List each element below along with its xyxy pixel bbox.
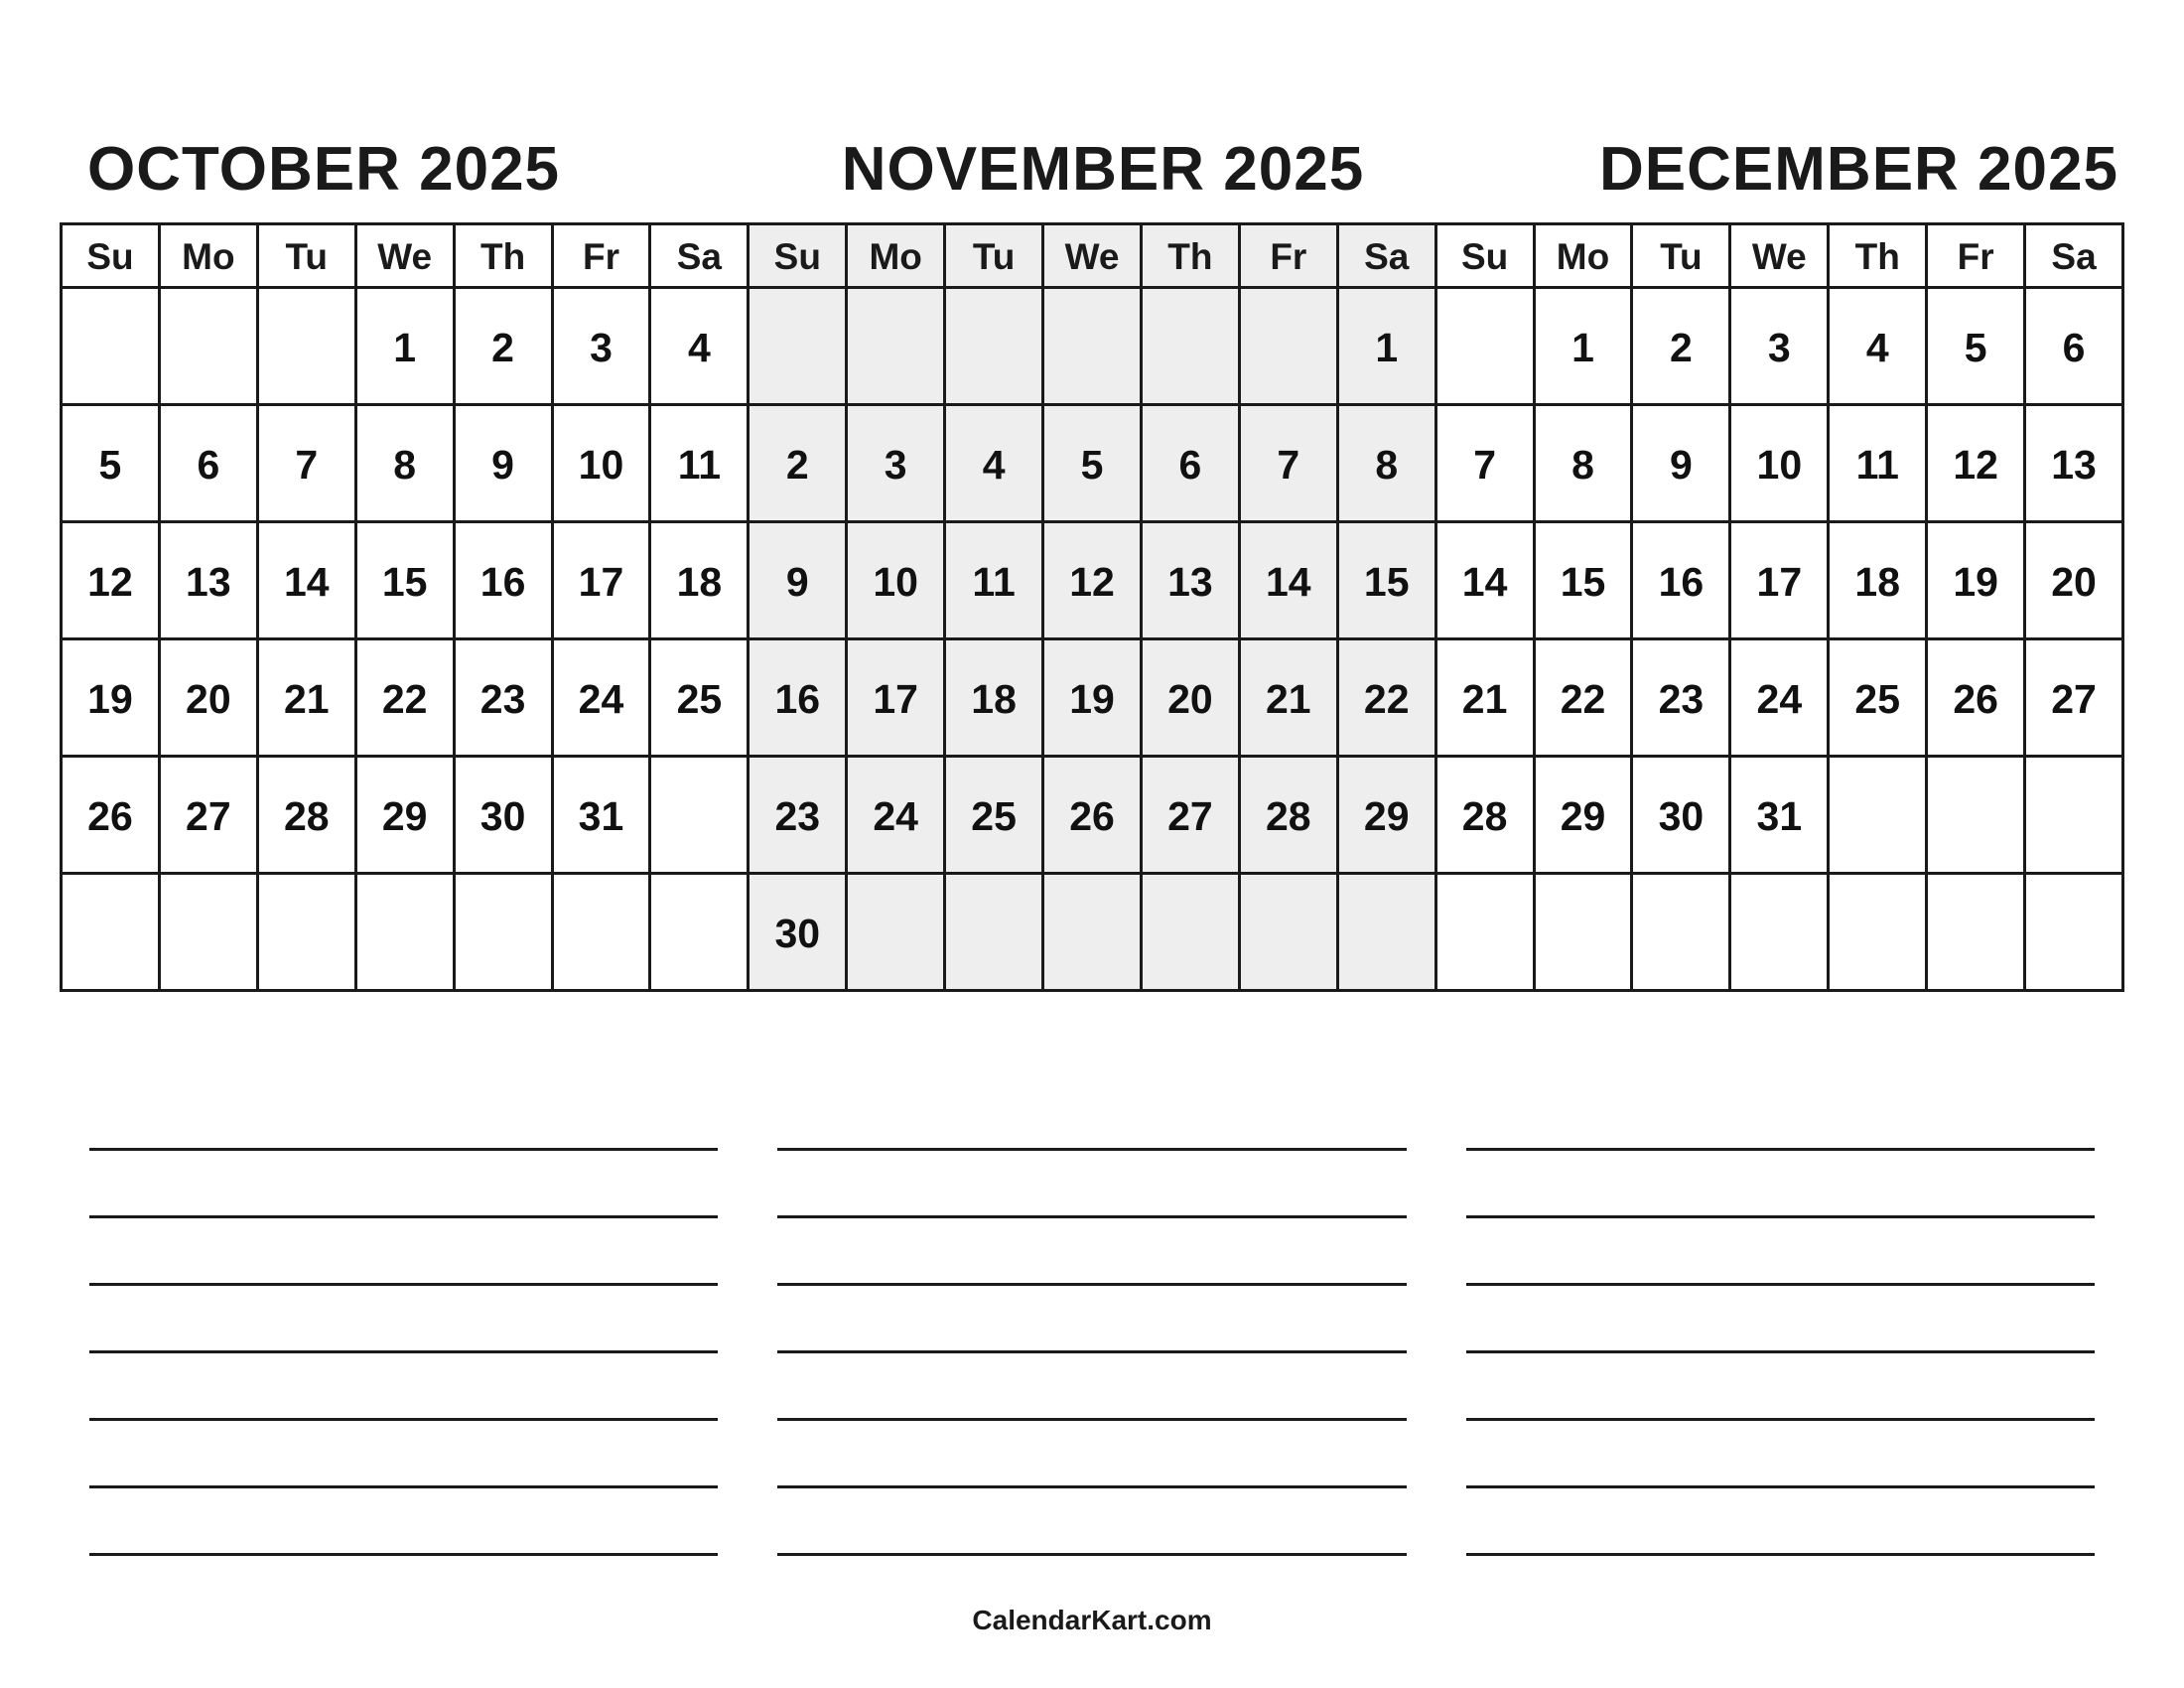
week-row [1437,758,2124,875]
note-line[interactable] [89,1286,718,1353]
date-cell[interactable]: 15 [1536,523,1634,640]
date-cell[interactable]: 15 [357,523,456,640]
date-cell[interactable]: 20 [1143,640,1241,758]
week-row [750,289,1436,406]
day-header-tu: Tu [1633,225,1731,289]
date-cell[interactable]: 14 [1437,523,1536,640]
empty-cell [1830,875,1928,992]
empty-cell [848,289,946,406]
date-cell[interactable]: 22 [357,640,456,758]
empty-cell [1143,875,1241,992]
empty-cell [1044,289,1143,406]
day-header-fr: Fr [1241,225,1339,289]
empty-cell [946,875,1044,992]
day-header-th: Th [456,225,554,289]
date-cell[interactable]: 21 [1437,640,1536,758]
empty-cell [1241,289,1339,406]
note-line[interactable] [1466,1083,2095,1151]
empty-cell [1044,875,1143,992]
note-line[interactable] [777,1286,1406,1353]
date-cell[interactable]: 10 [848,523,946,640]
week-row [750,875,1436,992]
date-cell[interactable]: 8 [1339,406,1437,523]
date-cell[interactable]: 3 [1731,289,1830,406]
date-cell[interactable]: 11 [1830,406,1928,523]
empty-cell [161,289,259,406]
empty-cell [651,875,750,992]
empty-cell [161,875,259,992]
month-titles-row [60,0,2124,222]
notes-column [60,1083,748,1556]
date-cell[interactable]: 28 [1241,758,1339,875]
date-cell[interactable]: 11 [946,523,1044,640]
date-cell[interactable]: 16 [1633,523,1731,640]
date-cell[interactable]: 17 [1731,523,1830,640]
note-line[interactable] [777,1218,1406,1286]
date-cell[interactable]: 10 [1731,406,1830,523]
day-header-sa: Sa [651,225,750,289]
empty-cell [259,289,357,406]
notes-section [60,992,2124,1556]
day-header-su: Su [63,225,161,289]
note-line[interactable] [777,1151,1406,1218]
date-cell[interactable]: 29 [357,758,456,875]
date-cell[interactable]: 26 [1928,640,2026,758]
date-cell[interactable]: 6 [161,406,259,523]
day-header-su: Su [750,225,848,289]
day-header-tu: Tu [259,225,357,289]
empty-cell [1731,875,1830,992]
empty-cell [63,289,161,406]
day-header-we: We [357,225,456,289]
week-row [750,640,1436,758]
date-cell[interactable]: 26 [63,758,161,875]
day-header-th: Th [1143,225,1241,289]
date-cell[interactable]: 9 [750,523,848,640]
date-cell[interactable]: 24 [848,758,946,875]
empty-cell [1830,758,1928,875]
date-cell[interactable]: 3 [554,289,652,406]
date-cell[interactable]: 23 [750,758,848,875]
empty-cell [750,289,848,406]
empty-cell [848,875,946,992]
date-cell[interactable]: 26 [1044,758,1143,875]
date-cell[interactable]: 12 [1044,523,1143,640]
notes-column [1436,1083,2124,1556]
quarter-calendar-grid [60,222,2124,992]
date-cell[interactable]: 27 [161,758,259,875]
date-cell[interactable]: 24 [1731,640,1830,758]
date-cell[interactable]: 13 [161,523,259,640]
empty-cell [259,875,357,992]
date-cell[interactable]: 13 [2026,406,2124,523]
date-cell[interactable]: 24 [554,640,652,758]
date-cell[interactable]: 19 [1928,523,2026,640]
note-line[interactable] [1466,1488,2095,1556]
day-header-row [750,225,1436,289]
note-line[interactable] [1466,1353,2095,1421]
date-cell[interactable]: 30 [456,758,554,875]
date-cell[interactable]: 10 [554,406,652,523]
note-line[interactable] [89,1083,718,1151]
date-cell[interactable]: 25 [946,758,1044,875]
empty-cell [946,289,1044,406]
week-row [63,875,750,992]
date-cell[interactable]: 21 [1241,640,1339,758]
date-cell[interactable]: 5 [1928,289,2026,406]
week-row [1437,640,2124,758]
month-block-october [63,225,750,992]
day-header-mo: Mo [1536,225,1634,289]
date-cell[interactable]: 25 [651,640,750,758]
week-row [1437,875,2124,992]
empty-cell [1633,875,1731,992]
day-header-th: Th [1830,225,1928,289]
date-cell[interactable]: 17 [554,523,652,640]
date-cell[interactable]: 1 [1536,289,1634,406]
day-header-fr: Fr [1928,225,2026,289]
date-cell[interactable]: 5 [1044,406,1143,523]
date-cell[interactable]: 20 [2026,523,2124,640]
date-cell[interactable]: 18 [1830,523,1928,640]
week-row [750,406,1436,523]
date-cell[interactable]: 4 [651,289,750,406]
day-header-we: We [1044,225,1143,289]
week-row [1437,523,2124,640]
week-row [63,406,750,523]
note-line[interactable] [1466,1286,2095,1353]
date-cell[interactable]: 16 [750,640,848,758]
note-line[interactable] [777,1488,1406,1556]
empty-cell [1928,875,2026,992]
date-cell[interactable]: 19 [1044,640,1143,758]
date-cell[interactable]: 9 [1633,406,1731,523]
day-header-mo: Mo [161,225,259,289]
date-cell[interactable]: 23 [456,640,554,758]
day-header-row [1437,225,2124,289]
week-row [63,758,750,875]
empty-cell [2026,875,2124,992]
week-row [63,289,750,406]
day-header-su: Su [1437,225,1536,289]
date-cell[interactable]: 1 [1339,289,1437,406]
day-header-sa: Sa [2026,225,2124,289]
date-cell[interactable]: 8 [357,406,456,523]
date-cell[interactable]: 18 [946,640,1044,758]
date-cell[interactable]: 2 [456,289,554,406]
note-line[interactable] [777,1353,1406,1421]
date-cell[interactable]: 7 [259,406,357,523]
empty-cell [357,875,456,992]
date-cell[interactable]: 4 [1830,289,1928,406]
date-cell[interactable]: 3 [848,406,946,523]
date-cell[interactable]: 18 [651,523,750,640]
date-cell[interactable]: 6 [1143,406,1241,523]
empty-cell [456,875,554,992]
date-cell[interactable]: 22 [1339,640,1437,758]
week-row [63,640,750,758]
date-cell[interactable]: 29 [1536,758,1634,875]
date-cell[interactable]: 13 [1143,523,1241,640]
week-row [63,523,750,640]
note-line[interactable] [89,1488,718,1556]
day-header-sa: Sa [1339,225,1437,289]
empty-cell [1536,875,1634,992]
date-cell[interactable]: 15 [1339,523,1437,640]
empty-cell [651,758,750,875]
week-row [1437,406,2124,523]
date-cell[interactable]: 7 [1437,406,1536,523]
date-cell[interactable]: 17 [848,640,946,758]
date-cell[interactable]: 20 [161,640,259,758]
note-line[interactable] [1466,1421,2095,1488]
week-row [1437,289,2124,406]
note-line[interactable] [89,1151,718,1218]
month-title-november: NOVEMBER 2025 [841,135,1365,204]
month-block-november [750,225,1436,992]
empty-cell [1143,289,1241,406]
date-cell[interactable]: 1 [357,289,456,406]
day-header-fr: Fr [554,225,652,289]
date-cell[interactable]: 9 [456,406,554,523]
note-line[interactable] [777,1083,1406,1151]
date-cell[interactable]: 27 [2026,640,2124,758]
date-cell[interactable]: 25 [1830,640,1928,758]
empty-cell [1437,289,1536,406]
date-cell[interactable]: 31 [1731,758,1830,875]
note-line[interactable] [1466,1151,2095,1218]
date-cell[interactable]: 30 [1633,758,1731,875]
date-cell[interactable]: 30 [750,875,848,992]
date-cell[interactable]: 2 [1633,289,1731,406]
date-cell[interactable]: 29 [1339,758,1437,875]
empty-cell [554,875,652,992]
date-cell[interactable]: 4 [946,406,1044,523]
date-cell[interactable]: 23 [1633,640,1731,758]
date-cell[interactable]: 28 [259,758,357,875]
note-line[interactable] [1466,1218,2095,1286]
month-block-december [1437,225,2124,992]
date-cell[interactable]: 2 [750,406,848,523]
date-cell[interactable]: 7 [1241,406,1339,523]
empty-cell [63,875,161,992]
week-row [750,523,1436,640]
note-line[interactable] [89,1421,718,1488]
date-cell[interactable]: 8 [1536,406,1634,523]
date-cell[interactable]: 11 [651,406,750,523]
date-cell[interactable]: 14 [259,523,357,640]
empty-cell [1437,875,1536,992]
date-cell[interactable]: 12 [63,523,161,640]
date-cell[interactable]: 14 [1241,523,1339,640]
date-cell[interactable]: 12 [1928,406,2026,523]
footer-brand: CalendarKart.com [972,1605,1212,1635]
date-cell[interactable]: 19 [63,640,161,758]
empty-cell [1928,758,2026,875]
day-header-tu: Tu [946,225,1044,289]
day-header-mo: Mo [848,225,946,289]
week-row [750,758,1436,875]
date-cell[interactable]: 28 [1437,758,1536,875]
date-cell[interactable]: 27 [1143,758,1241,875]
date-cell[interactable]: 22 [1536,640,1634,758]
empty-cell [1241,875,1339,992]
date-cell[interactable]: 5 [63,406,161,523]
notes-column [748,1083,1435,1556]
note-line[interactable] [777,1421,1406,1488]
date-cell[interactable]: 21 [259,640,357,758]
empty-cell [2026,758,2124,875]
month-title-december: DECEMBER 2025 [1599,135,2118,204]
note-line[interactable] [89,1353,718,1421]
date-cell[interactable]: 16 [456,523,554,640]
date-cell[interactable]: 31 [554,758,652,875]
day-header-we: We [1731,225,1830,289]
note-line[interactable] [89,1218,718,1286]
day-header-row [63,225,750,289]
date-cell[interactable]: 6 [2026,289,2124,406]
month-title-october: OCTOBER 2025 [87,135,561,204]
empty-cell [1339,875,1437,992]
